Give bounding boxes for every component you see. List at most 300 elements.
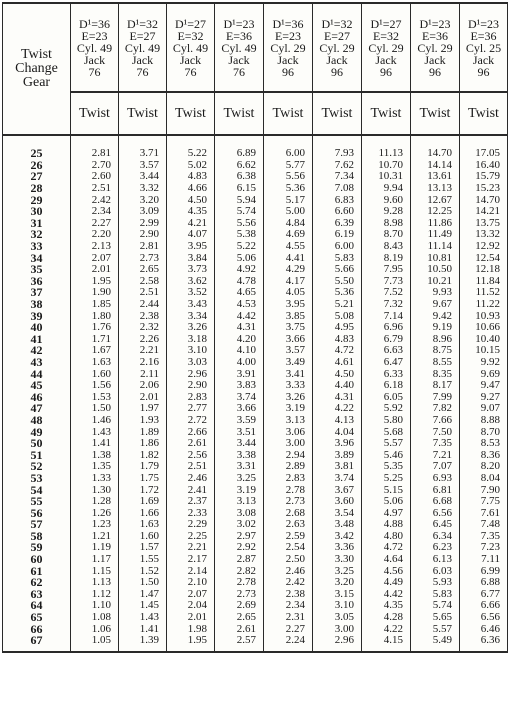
twist-value-cell: 3.81	[313, 461, 362, 473]
twist-value-cell: 3.89	[313, 449, 362, 461]
twist-value-cell: 6.83	[313, 194, 362, 206]
twist-value-cell: 1.12	[71, 589, 119, 601]
twist-value-cell: 5.38	[215, 229, 264, 241]
twist-value-cell: 5.74	[215, 206, 264, 218]
twist-value-cell: 6.96	[362, 322, 411, 334]
config-header-cell	[119, 3, 167, 92]
twist-value-cell: 3.30	[313, 554, 362, 566]
twist-value-cell: 6.46	[460, 623, 508, 635]
twist-value-cell: 2.83	[264, 473, 313, 485]
twist-value-cell: 3.13	[264, 415, 313, 427]
gear-cell: 29	[3, 194, 71, 206]
twist-value-cell: 2.58	[119, 276, 167, 288]
table-row	[3, 171, 508, 183]
config-line: Cyl. 49	[124, 40, 161, 55]
twist-column-label: Twist	[71, 92, 119, 135]
twist-value-cell: 3.15	[313, 589, 362, 601]
table-row	[3, 415, 508, 427]
twist-value-cell: 3.44	[119, 171, 167, 183]
twist-value-cell: 5.57	[362, 438, 411, 450]
twist-value-cell: 2.01	[119, 391, 167, 403]
twist-value-cell: 15.23	[460, 183, 508, 195]
twist-value-cell: 2.68	[264, 507, 313, 519]
twist-value-cell: 3.71	[119, 135, 167, 160]
twist-value-cell: 7.11	[460, 554, 508, 566]
twist-value-cell: 9.47	[460, 380, 508, 392]
twist-value-cell: 4.78	[215, 276, 264, 288]
twist-value-cell: 8.20	[460, 461, 508, 473]
twist-value-cell: 10.81	[411, 252, 460, 264]
twist-value-cell: 3.75	[264, 322, 313, 334]
twist-value-cell: 3.00	[264, 438, 313, 450]
twist-value-cell: 10.31	[362, 171, 411, 183]
gear-cell: 44	[3, 368, 71, 380]
config-line: E=36	[421, 28, 449, 43]
twist-value-cell: 6.38	[215, 171, 264, 183]
twist-value-cell: 4.13	[313, 415, 362, 427]
twist-value-cell: 3.02	[215, 519, 264, 531]
config-line: D¹=23	[419, 16, 451, 31]
twist-value-cell: 1.80	[71, 310, 119, 322]
twist-value-cell: 2.29	[167, 519, 215, 531]
twist-value-cell: 1.45	[119, 600, 167, 612]
twist-value-cell: 15.79	[460, 171, 508, 183]
twist-value-cell: 13.75	[460, 218, 508, 230]
twist-value-cell: 1.28	[71, 496, 119, 508]
twist-value-cell: 3.43	[167, 299, 215, 311]
twist-value-cell: 6.36	[460, 635, 508, 652]
config-line: D¹=23	[467, 16, 500, 31]
config-line: E=36	[470, 28, 497, 43]
twist-value-cell: 6.45	[411, 519, 460, 531]
twist-value-cell: 4.29	[264, 264, 313, 276]
twist-value-cell: 5.83	[411, 589, 460, 601]
twist-value-cell: 7.07	[411, 461, 460, 473]
twist-value-cell: 3.49	[264, 357, 313, 369]
config-line: Jack	[472, 52, 495, 67]
twist-value-cell: 2.20	[71, 229, 119, 241]
table-row	[3, 426, 508, 438]
twist-value-cell: 14.70	[411, 135, 460, 160]
twist-value-cell: 6.81	[411, 484, 460, 496]
config-line: Cyl. 49	[221, 40, 257, 55]
twist-value-cell: 2.61	[167, 438, 215, 450]
config-line: E=32	[177, 28, 204, 43]
twist-value-cell: 1.30	[71, 484, 119, 496]
table-row	[3, 461, 508, 473]
twist-value-cell: 4.10	[215, 345, 264, 357]
twist-value-cell: 11.14	[411, 241, 460, 253]
twist-value-cell: 2.78	[264, 484, 313, 496]
twist-value-cell: 3.57	[119, 160, 167, 172]
config-line: Jack	[83, 52, 106, 67]
gear-cell: 33	[3, 241, 71, 253]
twist-table-page	[2, 2, 508, 653]
twist-value-cell: 4.04	[313, 426, 362, 438]
twist-value-cell: 1.46	[71, 415, 119, 427]
gear-cell: 40	[3, 322, 71, 334]
twist-value-cell: 3.26	[264, 391, 313, 403]
twist-value-cell: 9.28	[362, 206, 411, 218]
twist-value-cell: 6.79	[362, 334, 411, 346]
twist-value-cell: 10.40	[460, 334, 508, 346]
twist-column-label: Twist	[167, 92, 215, 135]
twist-value-cell: 4.49	[362, 577, 411, 589]
twist-value-cell: 14.70	[460, 194, 508, 206]
twist-value-cell: 3.83	[215, 380, 264, 392]
config-line: Jack	[326, 52, 348, 67]
twist-value-cell: 4.50	[313, 368, 362, 380]
twist-value-cell: 3.19	[215, 484, 264, 496]
twist-value-cell: 2.81	[71, 135, 119, 160]
table-row	[3, 623, 508, 635]
twist-value-cell: 3.25	[215, 473, 264, 485]
twist-value-cell: 1.35	[71, 461, 119, 473]
gear-cell: 49	[3, 426, 71, 438]
twist-value-cell: 5.94	[215, 194, 264, 206]
gear-cell: 41	[3, 334, 71, 346]
twist-value-cell: 16.40	[460, 160, 508, 172]
twist-value-cell: 12.54	[460, 252, 508, 264]
twist-value-cell: 3.44	[215, 438, 264, 450]
gear-cell: 43	[3, 357, 71, 369]
twist-value-cell: 1.50	[119, 577, 167, 589]
gear-cell: 42	[3, 345, 71, 357]
gear-cell: 28	[3, 183, 71, 195]
twist-value-cell: 4.31	[215, 322, 264, 334]
gear-cell: 58	[3, 531, 71, 543]
twist-value-cell: 7.90	[460, 484, 508, 496]
twist-value-cell: 4.61	[313, 357, 362, 369]
twist-value-cell: 1.41	[119, 623, 167, 635]
table-row	[3, 635, 508, 652]
twist-change-gear-table	[2, 2, 508, 653]
twist-value-cell: 3.67	[313, 484, 362, 496]
twist-value-cell: 9.92	[460, 357, 508, 369]
gear-header-line: Twist	[21, 47, 52, 62]
twist-value-cell: 2.73	[119, 252, 167, 264]
twist-value-cell: 9.94	[362, 183, 411, 195]
twist-value-cell: 6.56	[460, 612, 508, 624]
twist-value-cell: 2.82	[215, 565, 264, 577]
twist-value-cell: 2.41	[167, 484, 215, 496]
twist-value-cell: 2.69	[215, 600, 264, 612]
config-line: Cyl. 29	[270, 40, 306, 55]
twist-value-cell: 2.96	[313, 635, 362, 652]
gear-cell: 34	[3, 252, 71, 264]
table-row	[3, 449, 508, 461]
twist-value-cell: 5.36	[313, 287, 362, 299]
twist-value-cell: 4.17	[264, 276, 313, 288]
config-line: Cyl. 49	[76, 40, 113, 55]
twist-value-cell: 2.77	[167, 403, 215, 415]
twist-value-cell: 2.16	[119, 357, 167, 369]
twist-value-cell: 1.79	[119, 461, 167, 473]
twist-value-cell: 5.56	[264, 171, 313, 183]
table-row	[3, 554, 508, 566]
twist-value-cell: 7.35	[460, 531, 508, 543]
twist-value-cell: 1.97	[119, 403, 167, 415]
twist-value-cell: 8.35	[411, 368, 460, 380]
twist-value-cell: 1.69	[119, 496, 167, 508]
twist-value-cell: 4.83	[167, 171, 215, 183]
twist-value-cell: 2.81	[119, 241, 167, 253]
twist-value-cell: 6.56	[411, 507, 460, 519]
twist-value-cell: 2.44	[119, 299, 167, 311]
twist-value-cell: 6.93	[411, 473, 460, 485]
twist-value-cell: 2.31	[264, 612, 313, 624]
twist-value-cell: 4.65	[215, 287, 264, 299]
twist-value-cell: 3.06	[264, 426, 313, 438]
config-line: D¹=23	[223, 16, 255, 31]
twist-value-cell: 12.92	[460, 241, 508, 253]
twist-value-cell: 1.19	[71, 542, 119, 554]
table-row	[3, 357, 508, 369]
twist-value-cell: 4.88	[362, 519, 411, 531]
config-line: Jack	[131, 52, 154, 67]
gear-cell: 54	[3, 484, 71, 496]
gear-cell: 50	[3, 438, 71, 450]
twist-value-cell: 2.13	[71, 241, 119, 253]
twist-value-cell: 4.72	[362, 542, 411, 554]
twist-value-cell: 1.93	[119, 415, 167, 427]
twist-value-cell: 4.64	[362, 554, 411, 566]
gear-cell: 67	[3, 635, 71, 652]
gear-cell: 61	[3, 565, 71, 577]
config-line: Jack	[375, 52, 397, 67]
table-row	[3, 531, 508, 543]
config-line: Jack	[228, 52, 250, 67]
twist-value-cell: 5.46	[362, 449, 411, 461]
twist-value-cell: 4.95	[313, 322, 362, 334]
gear-header-line: Change	[15, 61, 58, 76]
table-row	[3, 496, 508, 508]
twist-value-cell: 2.42	[71, 194, 119, 206]
twist-value-cell: 10.50	[411, 264, 460, 276]
twist-value-cell: 4.31	[313, 391, 362, 403]
twist-value-cell: 2.70	[71, 160, 119, 172]
twist-value-cell: 5.92	[362, 403, 411, 415]
twist-value-cell: 5.08	[313, 310, 362, 322]
twist-value-cell: 3.73	[167, 264, 215, 276]
twist-value-cell: 6.00	[264, 135, 313, 160]
config-line: E=32	[372, 28, 400, 43]
twist-value-cell: 6.13	[411, 554, 460, 566]
twist-value-cell: 3.62	[167, 276, 215, 288]
twist-value-cell: 1.56	[71, 380, 119, 392]
table-row	[3, 612, 508, 624]
table-body	[3, 135, 508, 652]
gear-cell: 46	[3, 391, 71, 403]
twist-column-label: Twist	[215, 92, 264, 135]
twist-value-cell: 6.23	[411, 542, 460, 554]
twist-value-cell: 2.06	[119, 380, 167, 392]
config-line: E=23	[81, 28, 108, 43]
config-header-cell	[264, 3, 313, 92]
twist-value-cell: 4.80	[362, 531, 411, 543]
twist-value-cell: 7.32	[362, 299, 411, 311]
twist-value-cell: 4.41	[264, 252, 313, 264]
twist-value-cell: 2.38	[119, 310, 167, 322]
config-header-cell	[313, 3, 362, 92]
twist-value-cell: 3.31	[215, 461, 264, 473]
twist-value-cell: 2.33	[167, 507, 215, 519]
twist-value-cell: 7.14	[362, 310, 411, 322]
twist-value-cell: 8.70	[362, 229, 411, 241]
config-line: E=27	[129, 28, 156, 43]
config-line: 76	[184, 64, 197, 79]
table-row	[3, 194, 508, 206]
twist-value-cell: 2.94	[264, 449, 313, 461]
twist-value-cell: 2.66	[167, 426, 215, 438]
gear-column-header	[3, 3, 71, 135]
twist-value-cell: 2.50	[264, 554, 313, 566]
twist-value-cell: 6.99	[460, 565, 508, 577]
table-row	[3, 484, 508, 496]
twist-label-row	[3, 92, 508, 135]
twist-value-cell: 4.69	[264, 229, 313, 241]
twist-value-cell: 9.60	[362, 194, 411, 206]
twist-value-cell: 10.93	[460, 310, 508, 322]
twist-value-cell: 8.96	[411, 334, 460, 346]
twist-value-cell: 5.83	[313, 252, 362, 264]
twist-value-cell: 5.35	[362, 461, 411, 473]
twist-value-cell: 5.68	[362, 426, 411, 438]
twist-value-cell: 2.01	[71, 264, 119, 276]
twist-value-cell: 6.89	[215, 135, 264, 160]
config-line: 76	[233, 64, 245, 79]
twist-value-cell: 3.91	[215, 368, 264, 380]
twist-value-cell: 5.15	[362, 484, 411, 496]
twist-value-cell: 1.75	[119, 473, 167, 485]
twist-value-cell: 2.07	[167, 589, 215, 601]
twist-column-label: Twist	[362, 92, 411, 135]
twist-value-cell: 3.96	[313, 438, 362, 450]
twist-value-cell: 6.19	[313, 229, 362, 241]
twist-value-cell: 1.38	[71, 449, 119, 461]
twist-value-cell: 6.34	[411, 531, 460, 543]
twist-value-cell: 4.20	[215, 334, 264, 346]
gear-cell: 36	[3, 276, 71, 288]
twist-value-cell: 2.60	[71, 171, 119, 183]
gear-cell: 62	[3, 577, 71, 589]
twist-value-cell: 3.20	[313, 577, 362, 589]
table-row	[3, 473, 508, 485]
twist-value-cell: 3.10	[167, 345, 215, 357]
twist-value-cell: 5.25	[362, 473, 411, 485]
twist-value-cell: 12.67	[411, 194, 460, 206]
config-line: Jack	[424, 52, 446, 67]
twist-value-cell: 1.57	[119, 542, 167, 554]
gear-cell: 39	[3, 310, 71, 322]
twist-value-cell: 5.80	[362, 415, 411, 427]
table-row	[3, 160, 508, 172]
twist-value-cell: 2.65	[119, 264, 167, 276]
twist-value-cell: 11.86	[411, 218, 460, 230]
twist-value-cell: 6.39	[313, 218, 362, 230]
twist-value-cell: 5.22	[167, 135, 215, 160]
twist-value-cell: 9.67	[411, 299, 460, 311]
table-row	[3, 345, 508, 357]
config-line: 96	[331, 64, 343, 79]
twist-value-cell: 4.05	[264, 287, 313, 299]
twist-value-cell: 3.66	[215, 403, 264, 415]
twist-value-cell: 1.43	[119, 612, 167, 624]
twist-value-cell: 10.21	[411, 276, 460, 288]
table-row	[3, 542, 508, 554]
table-row	[3, 368, 508, 380]
twist-value-cell: 2.26	[119, 334, 167, 346]
twist-value-cell: 2.99	[119, 218, 167, 230]
twist-value-cell: 2.87	[215, 554, 264, 566]
twist-value-cell: 6.33	[362, 368, 411, 380]
twist-value-cell: 13.61	[411, 171, 460, 183]
gear-cell: 51	[3, 449, 71, 461]
gear-cell: 59	[3, 542, 71, 554]
twist-value-cell: 2.59	[264, 531, 313, 543]
twist-value-cell: 7.95	[362, 264, 411, 276]
table-row	[3, 565, 508, 577]
twist-value-cell: 2.32	[119, 322, 167, 334]
twist-value-cell: 2.90	[167, 380, 215, 392]
table-row	[3, 310, 508, 322]
twist-value-cell: 7.50	[411, 426, 460, 438]
gear-cell: 64	[3, 600, 71, 612]
config-header-cell	[215, 3, 264, 92]
twist-value-cell: 2.27	[264, 623, 313, 635]
config-line: 76	[88, 64, 101, 79]
twist-value-cell: 5.06	[215, 252, 264, 264]
twist-value-cell: 2.65	[215, 612, 264, 624]
twist-value-cell: 1.85	[71, 299, 119, 311]
table-row	[3, 438, 508, 450]
table-row	[3, 380, 508, 392]
twist-value-cell: 2.89	[264, 461, 313, 473]
twist-value-cell: 4.84	[264, 218, 313, 230]
twist-value-cell: 3.95	[167, 241, 215, 253]
twist-value-cell: 4.15	[362, 635, 411, 652]
twist-value-cell: 5.77	[264, 160, 313, 172]
twist-value-cell: 3.33	[264, 380, 313, 392]
gear-cell: 65	[3, 612, 71, 624]
twist-value-cell: 1.55	[119, 554, 167, 566]
twist-value-cell: 6.66	[460, 600, 508, 612]
twist-value-cell: 3.48	[313, 519, 362, 531]
twist-value-cell: 8.70	[460, 426, 508, 438]
twist-value-cell: 7.23	[460, 542, 508, 554]
gear-cell: 45	[3, 380, 71, 392]
twist-value-cell: 5.02	[167, 160, 215, 172]
twist-value-cell: 2.78	[215, 577, 264, 589]
twist-value-cell: 1.47	[119, 589, 167, 601]
config-line: Cyl. 29	[319, 40, 355, 55]
twist-value-cell: 7.73	[362, 276, 411, 288]
gear-cell: 63	[3, 589, 71, 601]
gear-cell: 32	[3, 229, 71, 241]
twist-value-cell: 7.62	[313, 160, 362, 172]
twist-value-cell: 3.20	[119, 194, 167, 206]
twist-value-cell: 1.10	[71, 600, 119, 612]
twist-value-cell: 1.15	[71, 565, 119, 577]
gear-cell: 55	[3, 496, 71, 508]
config-line: E=36	[225, 28, 253, 43]
twist-value-cell: 1.67	[71, 345, 119, 357]
twist-value-cell: 2.07	[71, 252, 119, 264]
config-header-cell	[71, 3, 119, 92]
twist-value-cell: 4.42	[215, 310, 264, 322]
twist-value-cell: 2.57	[215, 635, 264, 652]
config-line: D¹=32	[321, 16, 353, 31]
